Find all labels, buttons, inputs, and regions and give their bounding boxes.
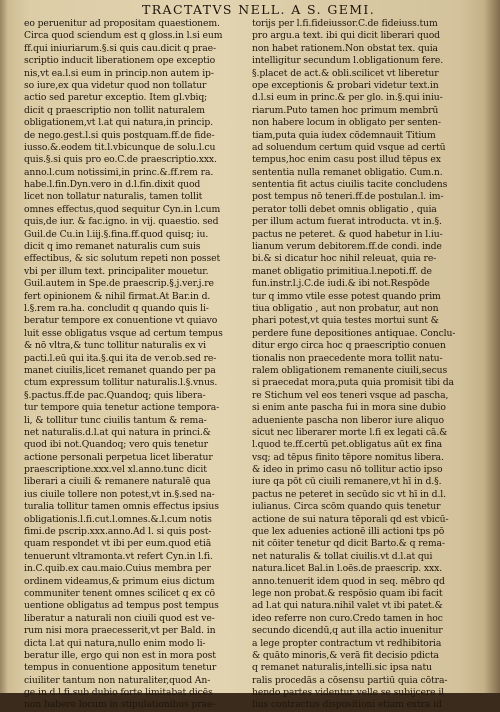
text-line: actione personali perpetua licet liberatur	[24, 451, 213, 463]
text-line: beratur ille, ergo qui non est in mora post	[24, 649, 216, 661]
text-line: & nō vltra,& tunc tollitur naturalis ex vi	[24, 340, 207, 352]
text-line: anno.tenuerit idem quod in seq. mēbro qd	[252, 575, 445, 587]
text-line: tiam,puta quia iudex cōdemnauit Titium	[252, 129, 436, 141]
text-line: iure qa pōt cū ciuili remanere,vt hī in d.§.	[252, 476, 442, 488]
text-line: tempus,hoc enim casu post illud tēpus ex	[252, 154, 441, 166]
text-line: per illum actum fuerat introducta. vt in.§.	[252, 216, 442, 228]
text-line: l.quod te.ff.certū pet.obligatus aūt ex fina	[252, 439, 443, 451]
text-line: sicut nec liberarer morte l.fi ex legati cā.&	[252, 426, 448, 438]
text-line: fimi.de pscrip.xxx.anno.Ad l. si quis post-	[24, 526, 212, 538]
text-line: manet obligatio primitiua.l.nepoti.ff. de	[252, 265, 432, 277]
text-line: habe.l.fin.Dyn.vero in d.l.fin.dixit quod	[24, 179, 201, 191]
text-line: liberari a ciuili & remanere naturalē qua	[24, 476, 211, 488]
text-line: ciuiliter tantum non naturaliter,quod An-	[24, 674, 211, 686]
text-line: net naturalis.d.l.at qui natura in princi.&	[24, 426, 211, 438]
running-head-text: TRACTATVS NELL. A S. GEMI.	[142, 2, 376, 17]
text-line: Guil.de Cu.in l.iij.§.fina.ff.quod quisq; iu.	[24, 228, 209, 240]
text-line: pactus ne peteret. & quod habetur in l.iu-	[252, 228, 443, 240]
text-line: ius ciuile tollere non potest,vt in.§.sed na-	[24, 488, 215, 500]
text-line: liberatur a naturali non ciuili quod est ve-	[24, 612, 215, 624]
text-line: dicta l.at qui natura,nullo enim modo li-	[24, 637, 206, 649]
text-line: quod ibi not.Quandoq; vero quis tenetur	[24, 439, 208, 451]
text-line: fun.instr.l.j.C.de iudi.& ibi not.Respōde	[252, 278, 430, 290]
text-line: Guil.autem in Spe.de praescrip.§.j.ver.j.re	[24, 278, 214, 290]
text-line: actio sed paretur exceptio. Item gl.vbiq;	[24, 92, 208, 104]
text-line: tur q immo vtile esse potest quando prim	[252, 290, 441, 302]
text-line: torijs per l.fi.fideiussor.C.de fideiuss.tum	[252, 18, 438, 29]
text-line: d.l.si eum in princ.& per glo. in.§.qui iniu-	[252, 92, 443, 104]
text-line: adueniente pascha non liberor iure aliquo	[252, 414, 444, 426]
gutter-shadow	[484, 0, 500, 693]
text-line: tur tempore quia tenetur actione tempora-	[24, 402, 220, 414]
text-line: vbi per illum text. principaliter mouetur.	[24, 265, 209, 277]
text-line: communiter tenent omnes scilicet q ex cō	[24, 587, 215, 599]
text-line: si praecedat mora,puta quia promisit tibi da	[252, 377, 454, 389]
text-line: effectibus, & sic solutum repeti non posset	[24, 253, 221, 265]
text-line: lius contractus dispositioni etiam extra id	[252, 699, 442, 711]
text-line: beratur tempore ex conuentione vt quiavo	[24, 315, 218, 327]
text-line: a lege propter contractum vt redhibitoria	[252, 637, 442, 649]
text-line: manet ciuilis,licet remanet quando per pa	[24, 364, 216, 376]
text-line: luit esse obligatus vsque ad certum tempus	[24, 327, 223, 339]
text-line: q remanet naturalis,intelli.sic ipsa natu	[252, 662, 432, 674]
text-line: ralis procedās a cōsensu partiū quia cōtra-	[252, 674, 448, 686]
text-line: perdere fune depositiones antiquae. Conclu-	[252, 327, 456, 339]
text-line: anno.l.cum notissimi,in princ.&.ff.rem ra.	[24, 166, 214, 178]
text-line: lege non probat.& respōsio quam ibi facit	[252, 587, 443, 599]
text-line: tempus in conuentione appositum tenetur	[24, 662, 217, 674]
text-line: & ideo in primo casu nō tollitur actio ipso	[252, 464, 443, 476]
text-line: obligationem,vt l.at qui natura,in princip.	[24, 117, 213, 129]
text-line: praescriptione.xxx.vel xl.anno.tunc dicit	[24, 464, 207, 476]
text-line: ctum expressum tollitur naturalis.l.§.vnus.	[24, 377, 218, 389]
text-line: ralem obligationem remanente ciuili,secus	[252, 364, 448, 376]
text-line: ad soluendum certum quid vsque ad certū	[252, 141, 446, 153]
text-line: dicit q imo remanet naturalis cum suis	[24, 241, 201, 253]
text-line: in.C.quib.ex cau.maio.Cuius membra per	[24, 563, 211, 575]
text-line: ope exceptionis & probari videtur text.in	[252, 79, 439, 91]
text-line: quis.§.si quis pro eo.C.de praescriptio.xxx.	[24, 154, 217, 166]
text-line: non habet rationem.Non obstat tex. quia	[252, 42, 438, 54]
text-line: phari potest,vt quia testes mortui sunt &	[252, 315, 439, 327]
text-line: pacti.l.eū qui ita.§.qui ita de ver.ob.sed re-	[24, 352, 217, 364]
text-line: iusso.&.eodem tit.l.vbicunque de solu.l.cu	[24, 141, 216, 153]
text-line: de nego.gest.l.si quis postquam.ff.de fide-	[24, 129, 215, 141]
text-line: li, & tollitur tunc ciuilis tantum & rema-	[24, 414, 207, 426]
text-line: riarum.Puto tamen hoc primum membrū	[252, 104, 439, 116]
text-line: eo peruenitur ad propositam quaestionem.	[24, 18, 220, 29]
text-line: perator tolli debet omnis obligatio , quia	[252, 203, 437, 215]
text-line: ge.in d.l.fi.sub dubio forte limitabat dicēs	[24, 687, 213, 699]
text-line: que lex aduenies actionē illi actioni tps pō	[252, 526, 445, 538]
text-line: tenuerunt vltramonta.vt refert Cyn.in l.fi.	[24, 550, 213, 562]
text-line: sententia nulla remanet obligatio. Cum.n.	[252, 166, 443, 178]
text-line: §.pactus.ff.de pac.Quandoq; quis libera-	[24, 389, 206, 401]
text-line: post tempus nō teneri.ff.de postulan.l. im-	[252, 191, 444, 203]
text-line: omnes effectus,quod sequitur Cyn.in l.cum	[24, 203, 221, 215]
text-line: si enim ante pascha fui in mora sine dubio	[252, 402, 446, 414]
page-edge-shadow	[0, 0, 8, 693]
text-line: net naturalis & tollat ciuilis.vt d.l.at qui	[252, 550, 433, 562]
text-line: pro argu.a text. ibi qui dicit liberari quod	[252, 30, 440, 42]
text-line: nis,vt ea.l.si eum in princip.non autem ip-	[24, 67, 214, 79]
text-line: natura.licet Bal.in l.oēs.de praescrip. xxx.	[252, 563, 443, 575]
text-line: l.§.rem ra.ha. concludit q quando quis li-	[24, 302, 209, 314]
text-line: iulianus. Circa scōm quando quis tenetur	[252, 501, 441, 513]
text-line: re Stichum vel eos teneri vsque ad pascha,	[252, 389, 449, 401]
text-line: uentione obligatus ad tempus post tempus	[24, 600, 219, 612]
text-line: fert opinionem & nihil firmat.At Bar.in d.	[24, 290, 211, 302]
text-line: licet non tollatur naturalis, tamen tollit	[24, 191, 203, 203]
text-line: non habere locum in obligato per senten-	[252, 117, 441, 129]
text-line: intelligitur secundum l.obligationum fere.	[252, 55, 444, 67]
text-line: & quāto minoris,& verā fit decisio pdicta	[252, 649, 439, 661]
text-line: ditur ergo circa hoc q praescriptio conuen	[252, 340, 446, 352]
right-text-column	[252, 18, 485, 712]
text-line: vsq; ad tēpus finito tēpore nomitus libera.	[252, 451, 444, 463]
text-line: bi.& si dicatur hoc nihil releuat, quia re-	[252, 253, 437, 265]
text-line: tiua obligatio , aut non probatur, aut non	[252, 302, 439, 314]
text-line: §.placet de act.& obli.scilicet vt liberetur	[252, 67, 439, 79]
text-line: so iure,ex qua videtur quod non tollatur	[24, 79, 207, 91]
text-line: ordinem videamus,& primum eius dictum	[24, 575, 215, 587]
text-line: turalia tollitur tamen omnis effectus ipsius	[24, 501, 219, 513]
text-line: ad l.at qui natura.nihil valet vt ibi patet.&	[252, 600, 443, 612]
text-line: lianum verum debitorem.ff.de condi. inde	[252, 241, 442, 253]
text-line: Circa quod sciendum est q gloss.in l.si eum	[24, 30, 223, 42]
left-text-column	[24, 18, 254, 712]
text-line: nit cōiter tenetur qd dicit Barto.& q rema-	[252, 538, 445, 550]
text-line: ff.qui iniuriarum.§.si quis cau.dicit q prae-	[24, 42, 216, 54]
text-line: hendo partes videntur velle se subijcere il	[252, 687, 445, 699]
text-line: quis,de iur. & fac.igno. in vij. quaestio. sed	[24, 216, 219, 228]
text-line: scriptio inducit liberationem ope exceptio	[24, 55, 216, 67]
text-line: pactus ne peteret in secūdo sic vt hī in d.l.	[252, 488, 446, 500]
text-line: tionalis non praecedente mora tollit natu-	[252, 352, 443, 364]
running-head	[0, 2, 500, 18]
text-line: obligationis.l.fi.cut.l.omnes.&.l.cum notis	[24, 513, 212, 525]
text-line: rum nisi mora praecesserit,vt per Bald. in	[24, 625, 216, 637]
text-line: quam respondet vt ibi per eum.quod etiā	[24, 538, 212, 550]
text-line: secundo dicendū,q aut illa actio inuenitur	[252, 625, 443, 637]
text-line: non habere locum in stipulationibus prae-	[24, 699, 216, 711]
text-line: sententia fit actus ciuilis tacite concludens	[252, 179, 448, 191]
text-line: actione de sui natura tēporali qd est vbicū-	[252, 513, 449, 525]
text-line: ideo referre non curo.Credo tamen in hoc	[252, 612, 443, 624]
text-line: dicit q praescriptio non tollit naturalem	[24, 104, 205, 116]
